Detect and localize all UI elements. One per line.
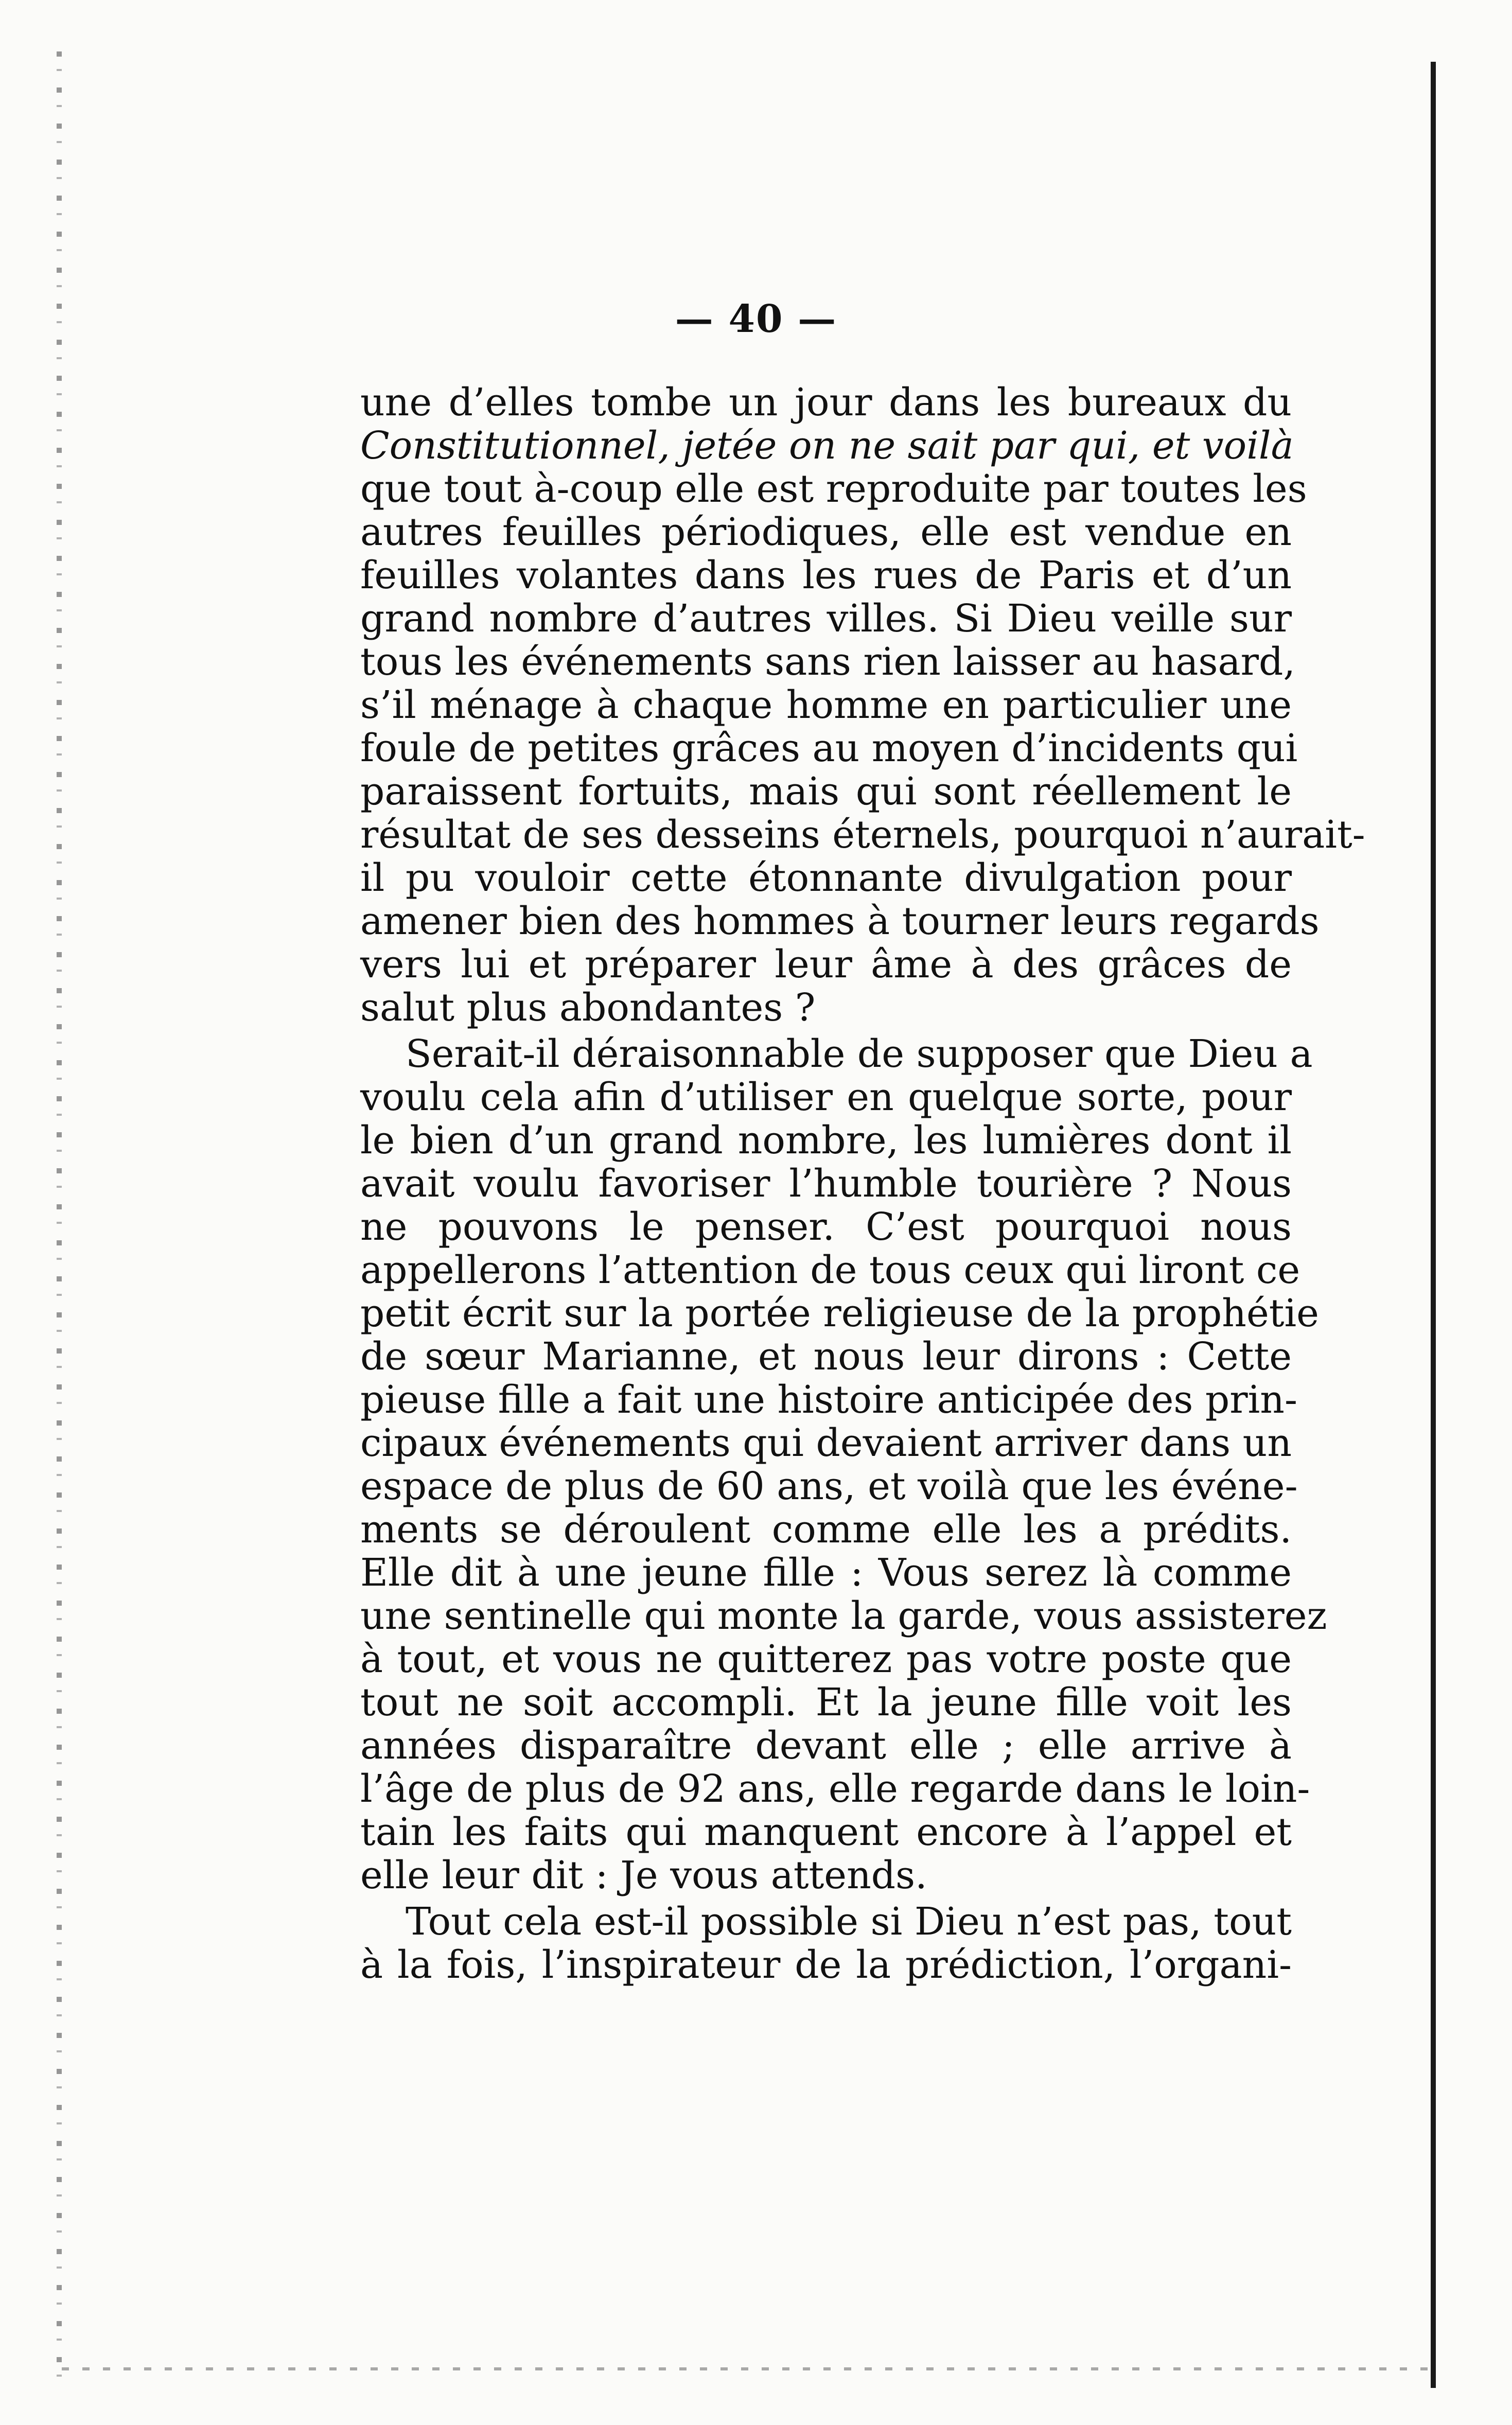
text-line: appellerons l’attention de tous ceux qui liront ce xyxy=(360,1248,1300,1292)
text-line: Constitutionnel, jetée on ne sait par qui, et voilà xyxy=(360,424,1294,468)
text-line: Serait-il déraisonnable de supposer que Dieu a xyxy=(406,1032,1313,1076)
scan-right-edge xyxy=(1431,62,1436,2388)
text-line: résultat de ses desseins éternels, pourquoi n’aurait- xyxy=(360,813,1365,857)
text-line: salut plus abondantes ? xyxy=(360,986,816,1030)
text-line: cipaux événements qui devaient arriver dans un xyxy=(360,1421,1292,1465)
text-line: Tout cela est-il possible si Dieu n’est pas, tout xyxy=(406,1900,1292,1944)
page-number-header: — 40 — xyxy=(675,297,837,341)
text-line: elle leur dit : Je vous attends. xyxy=(360,1853,927,1897)
text-line: ne pouvons le penser. C’est pourquoi nous xyxy=(360,1205,1292,1249)
text-line: à tout, et vous ne quitterez pas votre poste que xyxy=(360,1637,1292,1681)
text-line: que tout à-coup elle est reproduite par toutes les xyxy=(360,467,1307,511)
text-line: vers lui et préparer leur âme à des grâces de xyxy=(360,942,1292,987)
text-line: voulu cela afin d’utiliser en quelque sorte, pour xyxy=(360,1075,1292,1119)
text-line: ments se déroulent comme elle les a prédits. xyxy=(360,1507,1292,1552)
text-line: petit écrit sur la portée religieuse de la prophétie xyxy=(360,1291,1319,1335)
text-line: l’âge de plus de 92 ans, elle regarde dans le loin- xyxy=(360,1767,1310,1811)
text-line: Elle dit à une jeune fille : Vous serez là comme xyxy=(360,1551,1292,1595)
text-line: espace de plus de 60 ans, et voilà que les événe- xyxy=(360,1464,1298,1508)
text-line: une sentinelle qui monte la garde, vous assisterez xyxy=(360,1594,1327,1638)
text-line: de sœur Marianne, et nous leur dirons : Cette xyxy=(360,1334,1292,1379)
text-line: grand nombre d’autres villes. Si Dieu veille sur xyxy=(360,596,1292,641)
text-line: le bien d’un grand nombre, les lumières dont il xyxy=(360,1118,1292,1163)
text-line: il pu vouloir cette étonnante divulgation pour xyxy=(360,856,1292,900)
text-line: s’il ménage à chaque homme en particulier une xyxy=(360,683,1292,727)
scan-left-edge xyxy=(57,51,62,2378)
text-line: autres feuilles périodiques, elle est vendue en xyxy=(360,510,1292,554)
text-line: tous les événements sans rien laisser au hasard, xyxy=(360,640,1295,684)
text-line: amener bien des hommes à tourner leurs regards xyxy=(360,899,1320,943)
text-line: années disparaître devant elle ; elle arrive à xyxy=(360,1724,1292,1768)
text-line: une d’elles tombe un jour dans les bureaux du xyxy=(360,380,1292,425)
page-body xyxy=(360,380,1365,1987)
text-line: à la fois, l’inspirateur de la prédiction, l’organi- xyxy=(360,1943,1292,1987)
text-line: foule de petites grâces au moyen d’incidents qui xyxy=(360,726,1298,770)
text-line: tout ne soit accompli. Et la jeune fille voit les xyxy=(360,1680,1292,1725)
text-line: tain les faits qui manquent encore à l’appel et xyxy=(360,1810,1292,1854)
scan-bottom-edge xyxy=(62,2367,1431,2370)
text-line: feuilles volantes dans les rues de Paris et d’un xyxy=(360,553,1292,598)
text-line: paraissent fortuits, mais qui sont réellement le xyxy=(360,769,1292,814)
text-line: avait voulu favoriser l’humble tourière ? Nous xyxy=(360,1162,1292,1206)
text-line: pieuse fille a fait une histoire anticipée des prin- xyxy=(360,1378,1297,1422)
